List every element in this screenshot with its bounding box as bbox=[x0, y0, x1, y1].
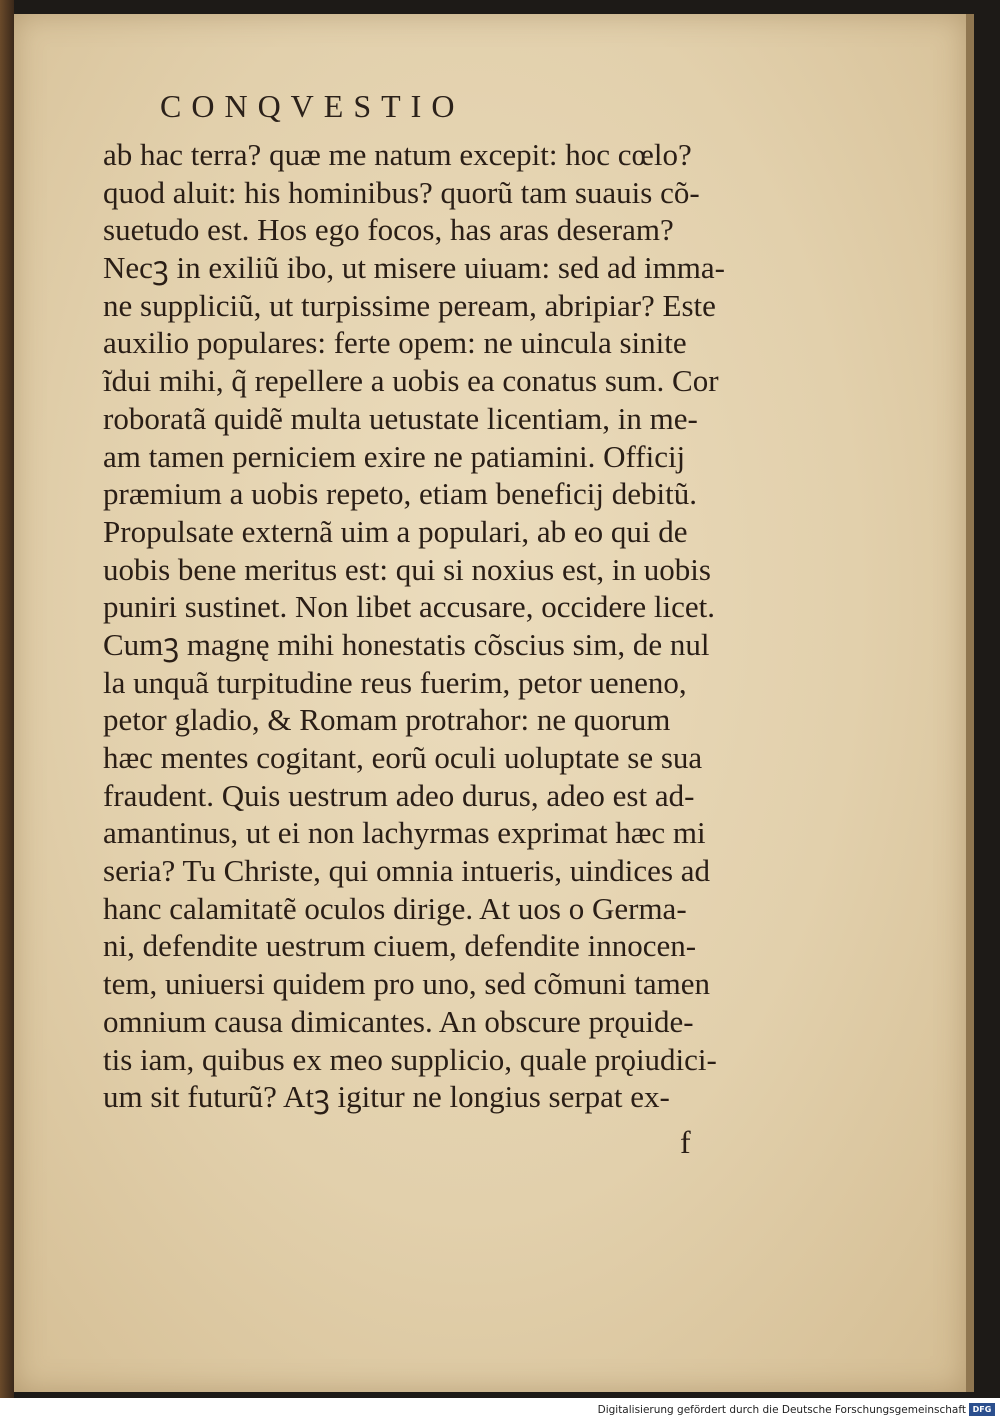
text-line: roboratã quidẽ multa uetustate licentiam, in me- bbox=[103, 400, 698, 436]
text-line: quod aluit: his hominibus? quorũ tam suauis cõ- bbox=[103, 174, 700, 210]
text-line: seria? Tu Christe, qui omnia intueris, uindices ad bbox=[103, 853, 711, 889]
text-line: amantinus, ut ei non lachyrmas exprimat hæc mi bbox=[103, 815, 706, 851]
signature-mark: f bbox=[680, 1124, 691, 1160]
text-line: uobis bene meritus est: qui si noxius est, in uobis bbox=[103, 551, 711, 587]
text-line: suetudo est. Hos ego focos, has aras deseram? bbox=[103, 212, 674, 248]
text-line: hæc mentes cogitant, eorũ oculi uoluptate se sua bbox=[103, 740, 703, 775]
body-text bbox=[103, 136, 773, 1116]
text-line: Cumꝫ magnę mihi honestatis cõscius sim, de nul bbox=[103, 626, 710, 662]
text-line: tis iam, quibus ex meo supplicio, quale prǫiudici- bbox=[103, 1041, 717, 1077]
text-line: petor gladio, & Romam protrahor: ne quorum bbox=[103, 702, 671, 738]
text-line: ab hac terra? quæ me natum excepit: hoc cœlo? bbox=[103, 137, 692, 172]
dfg-logo: DFG bbox=[969, 1403, 995, 1416]
text-line: præmium a uobis repeto, etiam beneficij debitũ. bbox=[103, 476, 698, 512]
text-line: la unquã turpitudine reus fuerim, petor ueneno, bbox=[103, 664, 687, 700]
book-binding-edge bbox=[0, 0, 14, 1398]
text-line: omnium causa dimicantes. An obscure prǫuide- bbox=[103, 1003, 694, 1039]
text-line: auxilio populares: ferte opem: ne uincula sinite bbox=[103, 325, 687, 361]
text-line: ne suppliciũ, ut turpissime peream, abripiar? Este bbox=[103, 287, 716, 323]
text-line: Necꝫ in exiliũ ibo, ut misere uiuam: sed ad imma- bbox=[103, 250, 725, 286]
text-line: fraudent. Quis uestrum adeo durus, adeo est ad- bbox=[103, 777, 695, 813]
text-line: Propulsate externã uim a populari, ab eo qui de bbox=[103, 513, 688, 549]
text-line: am tamen perniciem exire ne patiamini. Officij bbox=[103, 438, 686, 474]
funding-credit: Digitalisierung gefördert durch die Deutsche Forschungsgemeinschaft bbox=[597, 1404, 966, 1416]
text-line: ni, defendite uestrum ciuem, defendite innocen- bbox=[103, 928, 697, 964]
page-edge bbox=[966, 14, 974, 1392]
text-line: hanc calamitatẽ oculos dirige. At uos o Germa- bbox=[103, 890, 687, 926]
text-line: um sit futurũ? Atꝫ igitur ne longius serpat ex- bbox=[103, 1079, 670, 1115]
text-line: ĩdui mihi, q̃ repellere a uobis ea conatus sum. Cor bbox=[103, 363, 719, 399]
text-line: tem, uniuersi quidem pro uno, sed cõmuni tamen bbox=[103, 966, 710, 1002]
running-head: CONQVESTIO bbox=[160, 88, 465, 124]
text-line: puniri sustinet. Non libet accusare, occidere licet. bbox=[103, 589, 716, 625]
